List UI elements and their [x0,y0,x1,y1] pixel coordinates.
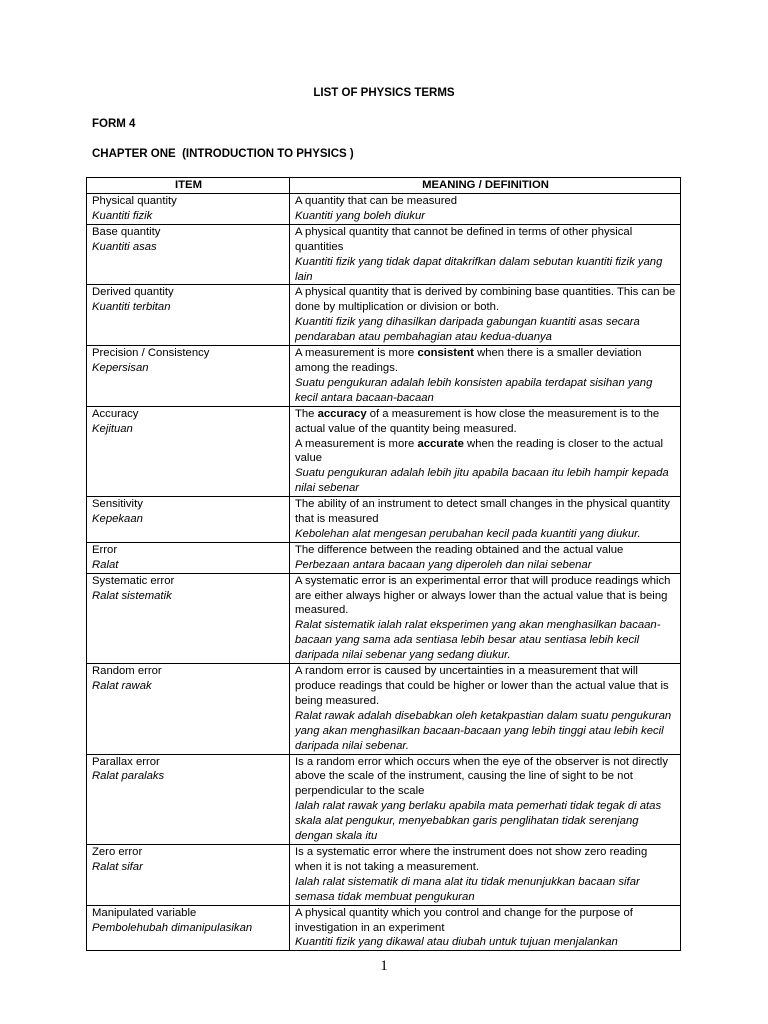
table-row [87,346,681,407]
definition-english [295,437,676,467]
term-malay: Kejituan [92,422,133,435]
term-malay: Ralat rawak [92,680,152,692]
term-cell [87,754,290,844]
term-english: Accuracy [92,407,139,420]
definition-cell [290,542,681,573]
table-row [87,844,681,905]
form-heading: FORM 4 [92,118,136,130]
table-row [87,905,681,951]
definition-text: A measurement is more [295,347,418,360]
definition-text: The [295,407,318,420]
definition-malay: Ralat sistematik ialah ralat eksperimen yang akan menghasilkan bacaan-bacaan yang sama ada sentiasa lebih besar atau sentiasa lebih kecil daripada nilai sebenar yang sedang diukur. [295,619,661,662]
term-cell [87,905,290,951]
term-english: Parallax error [92,755,160,768]
term-cell [87,497,290,543]
table-row [87,664,681,754]
definition-malay: Kuantiti fizik yang tidak dapat ditakrifkan dalam sebutan kuantiti fizik yang lain [295,255,663,283]
definition-english: A systematic error is an experimental error that will produce readings which are either always higher or always lower than the actual value that is being measured. [295,574,671,617]
definition-english: Is a random error which occurs when the eye of the observer is not directly above the scale of the instrument, causing the line of sight to be not perpendicular to the scale [295,755,668,798]
definition-keyword: accurate [417,437,464,450]
definition-text: when the reading is closer to the actual value [295,437,663,465]
term-english: Physical quantity [92,195,177,207]
definition-malay: Kuantiti fizik yang dikawal atau diubah untuk tujuan menjalankan [295,936,618,949]
term-malay: Pembolehubah dimanipulasikan [92,921,253,934]
definition-english: A physical quantity that cannot be defined in terms of other physical quantities [295,225,633,253]
definition-text: when there is a smaller deviation among the readings. [295,347,642,374]
column-header-definition: MEANING / DEFINITION [290,178,681,194]
definition-english: A physical quantity which you control and change for the purpose of investigation in an experiment [295,906,633,934]
definition-cell [290,844,681,905]
term-malay: Kepekaan [92,513,143,526]
column-header-item: ITEM [87,178,290,194]
definition-malay: Ialah ralat sistematik di mana alat itu tidak menunjukkan bacaan sifar semasa tidak membuat pengukuran [295,875,640,903]
term-malay: Ralat [92,558,119,571]
definition-malay: Ialah ralat rawak yang berlaku apabila mata pemerhati tidak tegak di atas skala alat pengukur, menyebabkan garis penglihatan tidak serenjang dengan skala itu [295,800,662,843]
table-row [87,285,681,346]
term-malay: Kepersisan [92,361,149,374]
table-body [87,194,681,951]
definition-english [295,407,676,437]
definition-malay: Perbezaan antara bacaan yang diperoleh dan nilai sebenar [295,558,592,571]
definition-malay: Ralat rawak adalah disebabkan oleh ketakpastian dalam suatu pengukuran yang akan menghasilkan bacaan-bacaan yang lebih tinggi atau lebih kecil daripada nilai sebenar. [295,709,672,752]
term-english: Sensitivity [92,498,143,511]
term-english: Base quantity [92,225,161,238]
table-header-row [87,178,681,194]
term-cell [87,542,290,573]
term-english: Precision / Consistency [92,347,210,360]
term-cell [87,664,290,754]
definition-cell [290,224,681,285]
definition-cell [290,497,681,543]
term-english: Error [92,543,118,556]
definition-malay: Kebolehan alat mengesan perubahan kecil pada kuantiti yang diukur. [295,527,641,540]
definition-malay: Suatu pengukuran adalah lebih jitu apabila bacaan itu lebih hampir kepada nilai sebenar [295,467,669,495]
term-cell [87,573,290,663]
definition-english: A random error is caused by uncertainties in a measurement that will produce readings that could be higher or lower than the actual value that is being measured. [295,665,669,707]
term-malay: Ralat paralaks [92,770,165,783]
definition-malay: Suatu pengukuran adalah lebih konsisten apabila terdapat sisihan yang kecil antara bacaan-bacaan [295,376,653,404]
term-english: Random error [92,665,162,678]
definition-cell [290,664,681,754]
definition-english: The ability of an instrument to detect small changes in the physical quantity that is measured [295,498,670,526]
table-row [87,224,681,285]
definition-english: The difference between the reading obtained and the actual value [295,543,624,556]
physics-terms-table [86,177,681,951]
definition-malay: Kuantiti fizik yang dihasilkan daripada gabungan kuantiti asas secara pendaraban atau pembahagian atau kedua-duanya [295,316,640,344]
definition-keyword: accuracy [317,407,367,420]
definition-english: A quantity that can be measured [295,195,458,207]
definition-english: Is a systematic error where the instrument does not show zero reading when it is not taking a measurement. [295,845,648,873]
document-title: LIST OF PHYSICS TERMS [313,87,455,99]
term-english: Systematic error [92,574,175,587]
definition-cell [290,905,681,951]
page-number: 1 [380,958,388,974]
definition-cell [290,194,681,225]
term-cell [87,194,290,225]
term-cell [87,406,290,496]
definition-cell [290,754,681,844]
term-malay: Kuantiti terbitan [92,301,171,314]
definition-cell [290,346,681,407]
term-malay: Ralat sistematik [92,589,172,602]
definition-cell [290,573,681,663]
table-row [87,542,681,573]
definition-cell [290,285,681,346]
table-row [87,754,681,844]
term-cell [87,224,290,285]
term-cell [87,844,290,905]
table-row [87,194,681,225]
definition-text: A measurement is more [295,437,418,450]
definition-keyword: consistent [417,347,474,360]
definition-malay: Kuantiti yang boleh diukur [295,209,426,222]
definition-cell [290,406,681,496]
term-malay: Ralat sifar [92,860,143,873]
chapter-heading: CHAPTER ONE (INTRODUCTION TO PHYSICS ) [92,148,354,160]
table-row [87,497,681,543]
term-english: Zero error [92,845,143,858]
definition-english [295,346,676,376]
table-row [87,406,681,496]
definition-text: of a measurement is how close the measurement is to the actual value of the quantity being measured. [295,407,660,435]
term-cell [87,285,290,346]
table-row [87,573,681,663]
term-malay: Kuantiti fizik [92,209,153,222]
term-english: Manipulated variable [92,906,197,919]
term-cell [87,346,290,407]
term-malay: Kuantiti asas [92,240,157,253]
definition-english: A physical quantity that is derived by combining base quantities. This can be done by multiplication or division or both. [295,286,676,314]
term-english: Derived quantity [92,286,174,299]
